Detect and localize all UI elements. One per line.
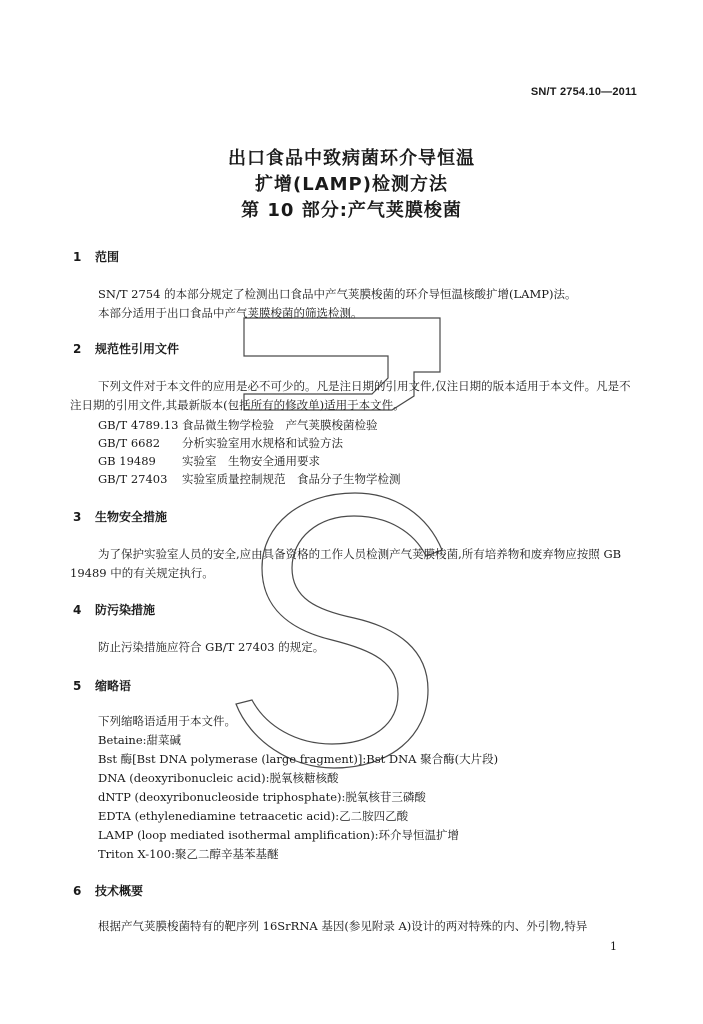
section-title: 技术概要 — [95, 884, 144, 898]
abbreviation-item: Betaine:甜菜碱 — [98, 733, 181, 747]
reference-item — [98, 471, 401, 487]
reference-title: 分析实验室用水规格和试验方法 — [182, 436, 343, 450]
section-number: 4 — [73, 603, 82, 617]
reference-item — [98, 453, 320, 469]
section-title: 缩略语 — [95, 679, 132, 693]
reference-code: GB/T 4789.13 — [98, 418, 179, 432]
section-heading-overview — [73, 882, 143, 899]
reference-code: GB/T 6682 — [98, 436, 161, 450]
reference-title: 实验室 生物安全通用要求 — [182, 454, 320, 468]
abbreviation-item: Triton X-100:聚乙二醇辛基苯基醚 — [98, 847, 279, 861]
abbreviation-item: DNA (deoxyribonucleic acid):脱氧核糖核酸 — [98, 771, 339, 785]
reference-code: GB 19489 — [98, 454, 156, 468]
section-number: 2 — [73, 342, 82, 356]
section-title: 防污染措施 — [95, 603, 156, 617]
section-number: 1 — [73, 250, 82, 264]
abbreviation-item: Bst 酶[Bst DNA polymerase (large fragment)]:Bst DNA 聚合酶(大片段) — [98, 752, 499, 766]
section-title: 生物安全措施 — [95, 510, 168, 524]
scope-paragraph-1: SN/T 2754 的本部分规定了检测出口食品中产气荚膜梭菌的环介导恒温核酸扩增(LAMP)法。 — [98, 287, 577, 301]
overview-paragraph: 根据产气荚膜梭菌特有的靶序列 16SrRNA 基因(参见附录 A)设计的两对特殊的内、外引物,特异 — [98, 919, 588, 933]
section-heading-scope — [73, 248, 119, 265]
title-line-2: 扩增(LAMP)检测方法 — [255, 174, 448, 195]
reference-title: 食品微生物学检验 产气荚膜梭菌检验 — [182, 418, 378, 432]
abbreviations-intro: 下列缩略语适用于本文件。 — [98, 714, 236, 728]
reference-item — [98, 417, 378, 433]
section-heading-abbreviations — [73, 677, 131, 694]
reference-title: 实验室质量控制规范 食品分子生物学检测 — [182, 472, 401, 486]
section-title: 范围 — [95, 250, 120, 264]
standard-code: SN/T 2754.10—2011 — [530, 86, 637, 98]
section-heading-contamination — [73, 601, 155, 618]
section-heading-biosafety — [73, 508, 167, 525]
section-number: 3 — [73, 510, 82, 524]
section-number: 5 — [73, 679, 82, 693]
biosafety-paragraph: 为了保护实验室人员的安全,应由具备资格的工作人员检测产气荚膜梭菌,所有培养物和废弃物应按照 GB 19489 中的有关规定执行。 — [70, 547, 622, 580]
abbreviation-item: EDTA (ethylenediamine tetraacetic acid):乙二胺四乙酸 — [98, 809, 409, 823]
abbreviation-item: LAMP (loop mediated isothermal amplification):环介导恒温扩增 — [98, 828, 460, 842]
reference-item — [98, 435, 343, 451]
abbreviation-item: dNTP (deoxyribonucleoside triphosphate):脱氧核苷三磷酸 — [98, 790, 426, 804]
page-number: 1 — [610, 940, 617, 953]
reference-code: GB/T 27403 — [98, 472, 168, 486]
section-heading-normative — [73, 340, 179, 357]
normative-intro: 下列文件对于本文件的应用是必不可少的。凡是注日期的引用文件,仅注日期的版本适用于本文件。凡是不注日期的引用文件,其最新版本(包括所有的修改单)适用于本文件。 — [70, 379, 631, 412]
document-title — [0, 146, 703, 224]
section-title: 规范性引用文件 — [95, 342, 180, 356]
title-line-3: 第 10 部分:产气荚膜梭菌 — [241, 200, 462, 221]
section-number: 6 — [73, 884, 82, 898]
scope-paragraph-2: 本部分适用于出口食品中产气荚膜梭菌的筛选检测。 — [98, 306, 363, 320]
title-line-1: 出口食品中致病菌环介导恒温 — [228, 148, 475, 169]
contamination-paragraph: 防止污染措施应符合 GB/T 27403 的规定。 — [98, 640, 325, 654]
